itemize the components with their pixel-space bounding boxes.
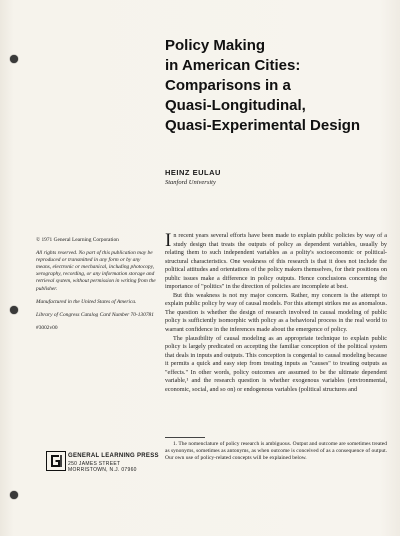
- title-line: in American Cities:: [165, 57, 301, 74]
- body-paragraph: In recent years several efforts have been made to explain public policies by way of a study design that treats the outputs of policy as dependent variables, usually by relating them to such independent variables as a polity's socioeconomic or political-structural characteristics. One weakness of this research is that it does not include the political attitudes and orientations of the policy makers themselves, for their positions on public issues make a difference in policy outputs. Hence conclusions concerning the importance of "politics" in the direction of policies are incomplete at best.: [165, 230, 387, 291]
- footnote: 1. The nomenclature of policy research is ambiguous. Output and outcome are sometimes treated as synonyms, sometimes as antonyms, as when outcome is conceived of as a consequence of output. Our own use of policy-related concepts will be explained below.: [165, 441, 387, 462]
- author-name: HEINZ EULAU: [165, 168, 221, 177]
- body-paragraph: But this weakness is not my major concern. Rather, my concern is the attempt to explain public policy by way of causal models. For this attempt strikes me as anomalous. The question is whether the design of research involved in causal modeling of public policy is sufficiently isomorphic with policy as a behavioral process in the real world to warrant confidence in the inferences made about the emergence of policy.: [165, 291, 387, 334]
- rights-statement: All rights reserved. No part of this publication may be reproduced or transmitted in any form or by any means, electronic or mechanical, including photocopy, xerography, recording, or any information storage and retrieval system, without permission in writing from the publisher.: [36, 250, 156, 292]
- title-line: Quasi-Experimental Design: [165, 117, 361, 134]
- catalog-number: Library of Congress Catalog Card Number 70-130781: [36, 311, 154, 318]
- punch-hole: [10, 55, 18, 63]
- punch-hole: [10, 306, 18, 314]
- drop-cap: I: [165, 230, 172, 251]
- title-line: Comparisons in a: [165, 77, 291, 94]
- author-affiliation: Stanford University: [165, 179, 216, 186]
- article-title: [165, 36, 390, 136]
- copyright-sidebar: [36, 237, 156, 338]
- manufactured-statement: Manufactured in the United States of America.: [36, 298, 137, 305]
- footnote-rule: [165, 437, 205, 438]
- publisher-logo-icon: [46, 451, 66, 471]
- publisher-city: MORRISTOWN, N.J. 07960: [68, 467, 137, 473]
- title-line: Policy Making: [165, 37, 266, 54]
- copyright-notice: © 1971 General Learning Corporation: [36, 237, 119, 243]
- punch-hole: [10, 491, 18, 499]
- body-paragraph: The plausibility of causal modeling as an appropriate technique to explain public policy is largely predicated on accepting the familiar conception of the political system that deals in inputs and outputs. This conception is congenial to causal modeling because it permits a quick and easy step from treating inputs as "causes" to treating outputs as "effects." In other words, policy outcomes are assumed to be the ultimate dependent variable,¹ and the research question is whether exogenous variables (environmental, economic, social, and so on) or endogenous variables (political structures and: [165, 334, 387, 393]
- title-line: Quasi-Longitudinal,: [165, 97, 306, 114]
- publisher-name: GENERAL LEARNING PRESS: [68, 453, 159, 459]
- publisher-address: 250 JAMES STREET: [68, 461, 121, 467]
- document-code: #3002v00: [36, 324, 58, 331]
- article-body: [165, 232, 387, 394]
- publisher-imprint: [46, 451, 166, 475]
